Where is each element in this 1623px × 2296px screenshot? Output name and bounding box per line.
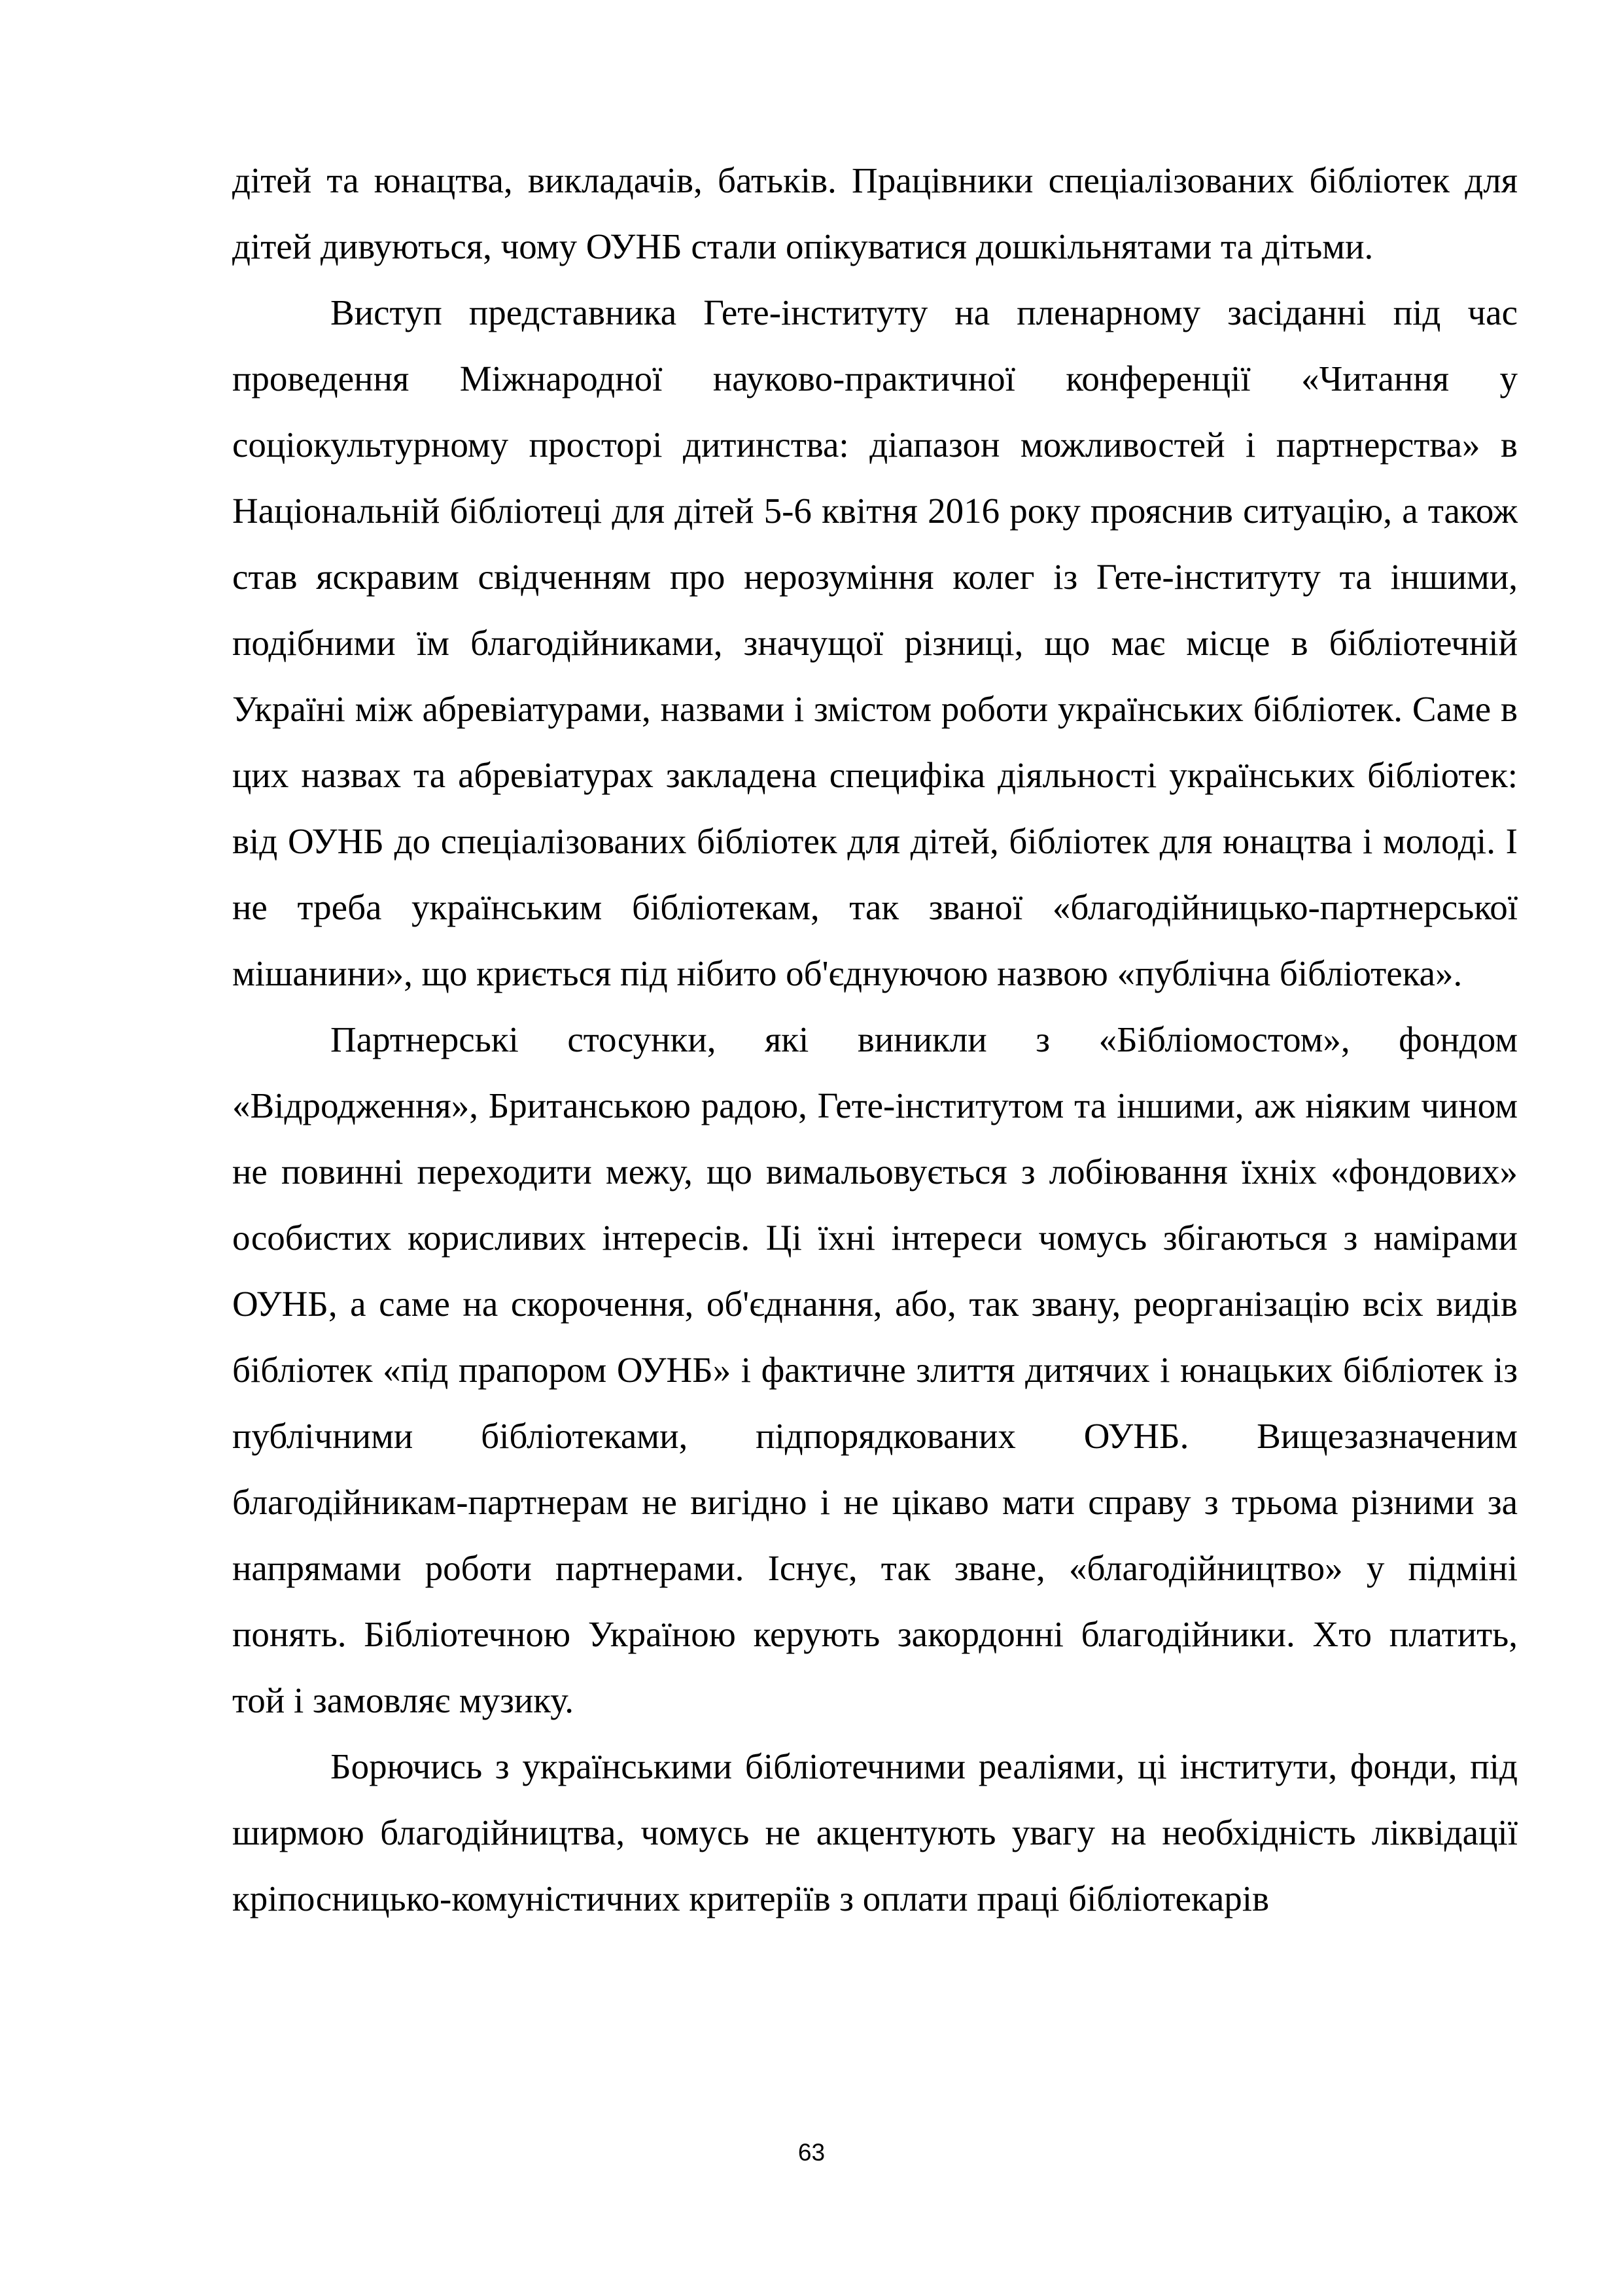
paragraph-goethe-speech: Виступ представника Гете-інституту на пленарному засіданні під час проведення Міжнародної науково-практичної конференції «Читання у соціокультурному просторі дитинства: діапазон можливостей і партнерства» в Національній бібліотеці для дітей 5-6 квітня 2016 року прояснив ситуацію, а також став яскравим свідченням про нерозуміння колег із Гете-інституту та іншими, подібними їм благодійниками, значущої різниці, що має місце в бібліотечній Україні між абревіатурами, назвами і змістом роботи українських бібліотек. Саме в цих назвах та абревіатурах закладена специфіка діяльності українських бібліотек: від ОУНБ до спеціалізованих бібліотек для дітей, бібліотек для юнацтва і молоді. І не треба українським бібліотекам, так званої «благодійницько-партнерської мішанини», що криється під нібито об'єднуючою назвою «публічна бібліотека». — [232, 292, 1518, 993]
paragraph-partnerships: Партнерські стосунки, які виникли з «Бібліомостом», фондом «Відродження», Британською радою, Гете-інститутом та іншими, аж ніяким чином не повинні переходити межу, що вимальовується з лобіювання їхніх «фондових» особистих корисливих інтересів. Ці їхні інтереси чомусь збігаються з намірами ОУНБ, а саме на скорочення, об'єднання, або, так звану, реорганізацію всіх видів бібліотек «під прапором ОУНБ» і фактичне злиття дитячих і юнацьких бібліотек із публічними бібліотеками, підпорядкованих ОУНБ. Вищезазначеним благодійникам-партнерам не вигідно і не цікаво мати справу з трьома різними за напрямами роботи партнерами. Існує, так зване, «благодійництво» у підміні понять. Бібліотечною Україною керують закордонні благодійники. Хто платить, той і замовляє музику. — [232, 1019, 1518, 1720]
document-page — [232, 147, 1518, 1932]
page-number: 63 — [797, 2139, 826, 2166]
paragraph-continuation: дітей та юнацтва, викладачів, батьків. Працівники спеціалізованих бібліотек для дітей дивуються, чому ОУНБ стали опікуватися дошкільнятами та дітьми. — [232, 160, 1518, 266]
paragraph-charity-realities: Борючись з українськими бібліотечними реаліями, ці інститути, фонди, під ширмою благодійництва, чомусь не акцентують увагу на необхідність ліквідації кріпосницько-комуністичних критеріїв з оплати праці бібліотекарів — [232, 1746, 1518, 1918]
